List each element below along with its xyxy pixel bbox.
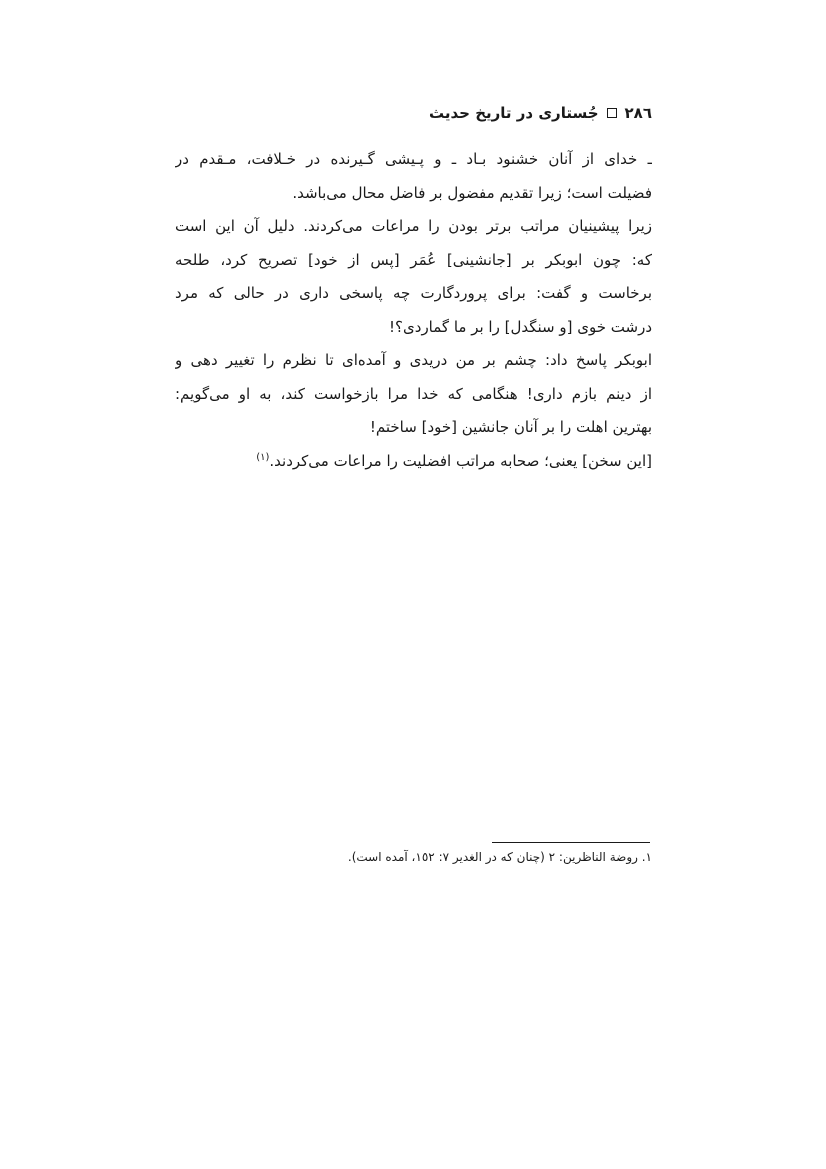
body-line: از دینم بازم داری! هنگامی که خدا مرا بازخواست کند، به او می‌گویم:: [175, 384, 652, 403]
body-line: زیرا پیشینیان مراتب برتر بودن را مراعات می‌کردند. دلیل آن این است: [175, 217, 652, 235]
body-line-last: [175, 445, 652, 479]
body-text: [175, 143, 652, 478]
body-line: ابوبکر پاسخ داد: چشم بر من دریدی و آمده‌ای تا نظرم را تغییر دهی و: [175, 351, 652, 369]
page-number: ٢٨٦: [624, 104, 652, 122]
footnote-divider: [492, 842, 650, 843]
book-title: جُستاری در تاریخ حدیث: [428, 104, 599, 122]
body-line: فضیلت است؛ زیرا تقدیم مفضول بر فاضل محال می‌باشد.: [292, 183, 652, 202]
body-line: ـ خدای از آنان خشنود بـاد ـ و پـیشی گـیرنده در خـلافت، مـقدم در: [175, 150, 652, 168]
footnote: ١. روضة الناظرين: ٢ (چنان که در الغدیر ٧: ١٥٢، آمده است).: [347, 850, 652, 864]
body-line: درشت خوی [و سنگدل] را بر ما گماردی؟!: [389, 317, 652, 336]
header-box-icon: [607, 108, 617, 118]
running-header: [429, 100, 652, 126]
footnote-marker: (١): [256, 451, 270, 463]
body-line: بهترین اهلت را بر آنان جانشین [خود] ساختم!: [369, 418, 652, 436]
body-line: که: چون ابوبکر بر [جانشینی] عُمَر [پس از خود] تصریح کرد، طلحه: [175, 250, 652, 269]
body-line-text: [این سخن] یعنی؛ صحابه مراتب افضلیت را مراعات می‌کردند.: [269, 451, 652, 470]
body-line: برخاست و گفت: برای پروردگارت چه پاسخی داری در حالی که مرد: [175, 284, 652, 302]
